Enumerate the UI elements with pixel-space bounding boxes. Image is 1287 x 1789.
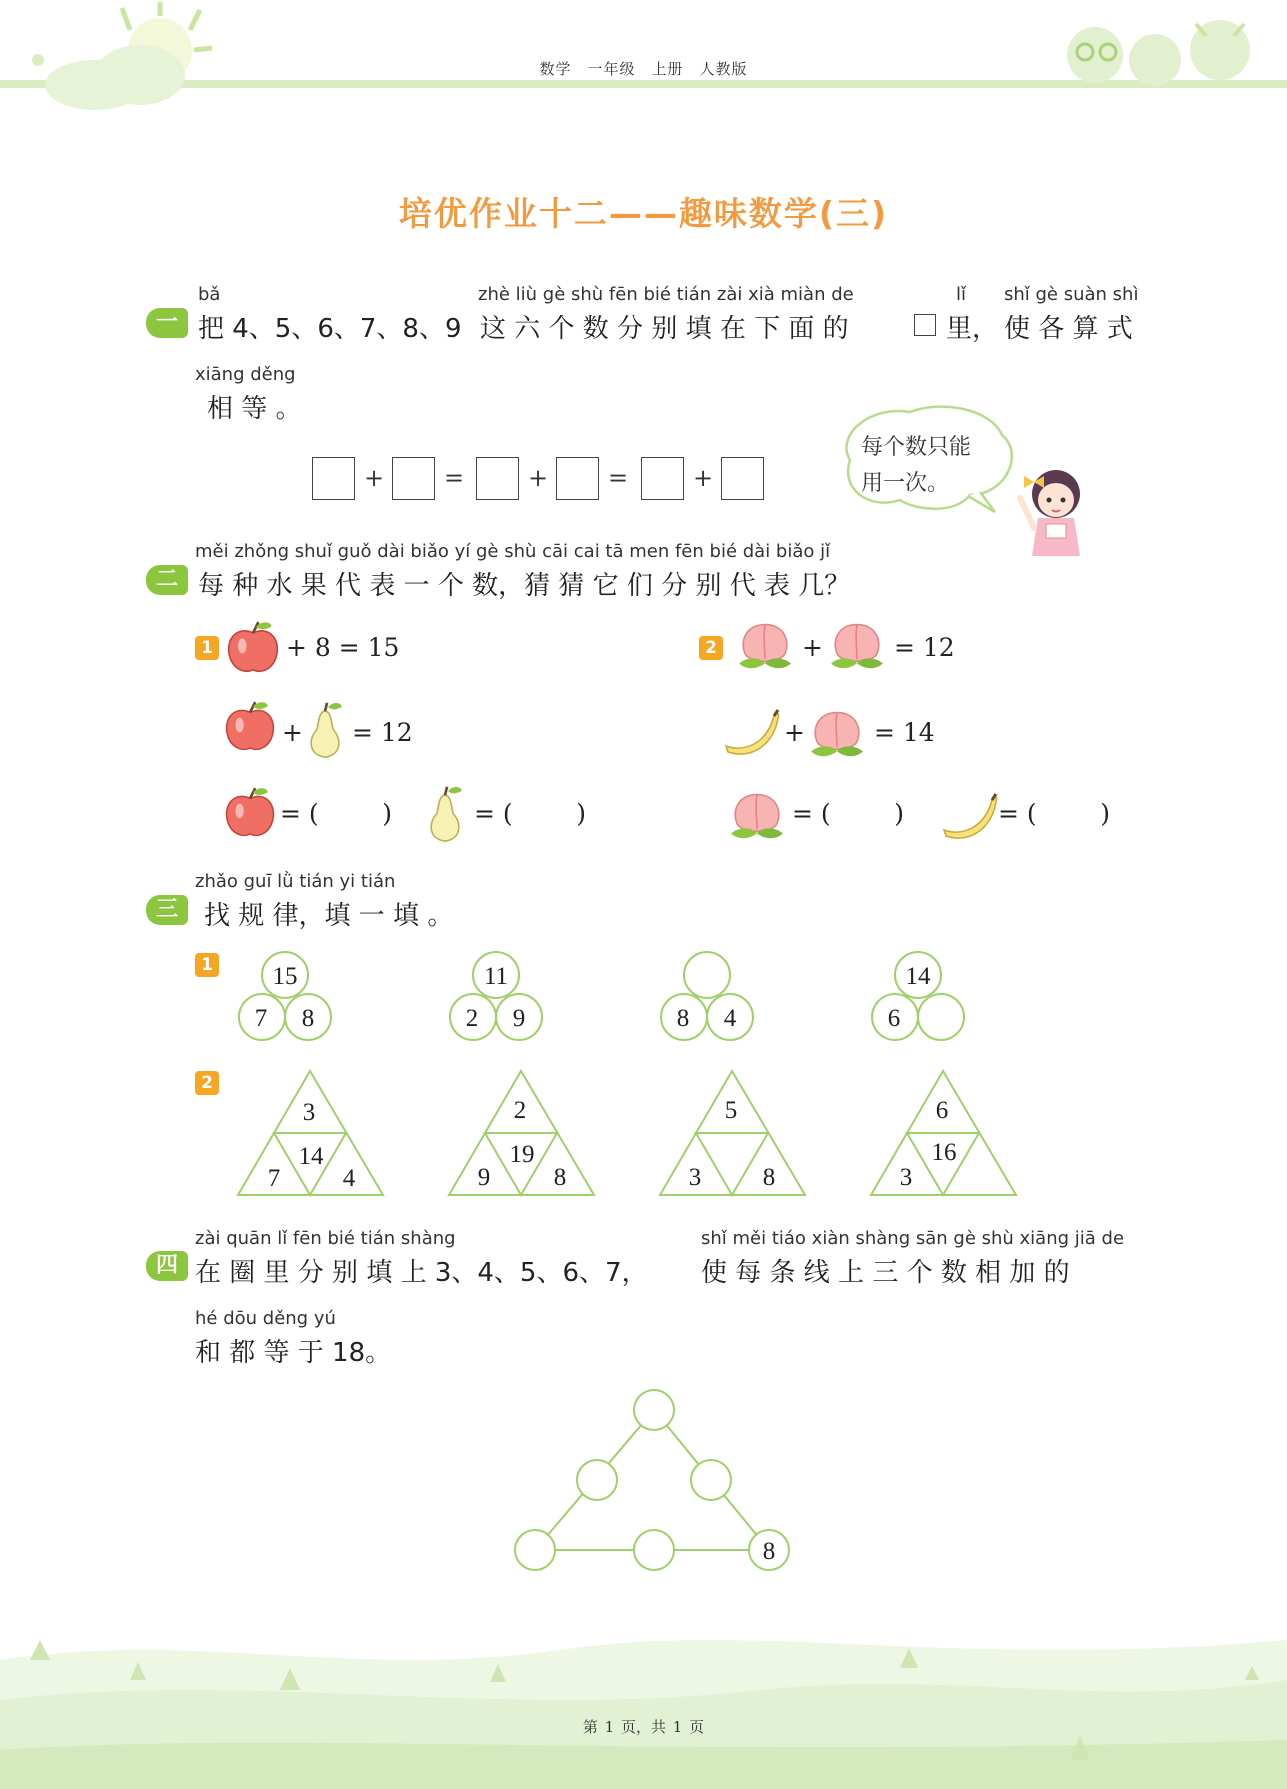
triangle-top-number: 2 xyxy=(513,1097,527,1124)
puzzle-circle-bottom-left[interactable] xyxy=(515,1530,555,1570)
puzzle-circle-top[interactable] xyxy=(634,1390,674,1430)
equation-3-rest: = 12 xyxy=(894,633,955,662)
triangle-center-number: 16 xyxy=(931,1139,957,1166)
triangle-right-number: 8 xyxy=(553,1164,567,1191)
peach-icon xyxy=(726,786,788,842)
circle-left-number: 7 xyxy=(254,1005,268,1032)
q1-text-5: 相 等 。 xyxy=(207,394,302,424)
q1-pinyin-2: zhè liù gè shù fēn bié tián zài xià miàn de xyxy=(478,284,854,305)
equation-2-plus: + xyxy=(282,718,303,747)
puzzle-given-number: 8 xyxy=(762,1538,776,1565)
apple-icon xyxy=(226,620,280,674)
pear-icon xyxy=(422,784,468,844)
triangle-left-number: 3 xyxy=(688,1164,702,1191)
triangle-right-number: 8 xyxy=(762,1164,776,1191)
triangle-left-number: 3 xyxy=(899,1164,913,1191)
equation-2-rest: = 12 xyxy=(352,718,413,747)
q3-pinyin: zhǎo guī lǜ tián yi tián xyxy=(195,871,396,892)
q4-pinyin-1: zài quān lǐ fēn bié tián shàng xyxy=(195,1228,456,1249)
triangle-center-number: 19 xyxy=(509,1141,535,1168)
q4-pinyin-3: hé dōu děng yú xyxy=(195,1308,336,1329)
plus-sign: + xyxy=(364,464,385,492)
equation-3-plus: + xyxy=(802,633,823,662)
section-label-4: 四 xyxy=(146,1251,188,1281)
circle-left-number: 2 xyxy=(465,1005,479,1032)
circle-top-number: 15 xyxy=(272,963,298,990)
q1-text-2: 这 六 个 数 分 别 填 在 下 面 的 xyxy=(480,314,849,344)
q1-pinyin-3: lǐ xyxy=(956,284,967,305)
q1-pinyin-1: bǎ xyxy=(198,284,221,305)
circle-top-number: 11 xyxy=(483,963,509,990)
triangle-right-number: 4 xyxy=(342,1165,356,1192)
circle-top-number: 14 xyxy=(905,963,931,990)
cloud-sun-icon xyxy=(32,2,212,110)
apple-icon xyxy=(224,786,276,838)
circle-right-number: 8 xyxy=(301,1005,315,1032)
equals-sign: = xyxy=(444,464,465,492)
puzzle-circle-bottom-mid[interactable] xyxy=(634,1530,674,1570)
circle-left-number: 8 xyxy=(676,1005,690,1032)
apple-icon xyxy=(224,700,276,752)
inline-blank-box xyxy=(914,314,936,336)
triangle-circle-puzzle xyxy=(500,1380,800,1580)
q1-pinyin-5: xiāng děng xyxy=(195,364,296,385)
puzzle-circle-left-mid[interactable] xyxy=(577,1460,617,1500)
answer-box[interactable] xyxy=(312,457,355,500)
page-title: 培优作业十二——趣味数学(三) xyxy=(398,194,889,233)
q1-text-1: 把 4、5、6、7、8、9 xyxy=(198,314,462,344)
answer-box[interactable] xyxy=(721,457,764,500)
triangle-center-number: 14 xyxy=(298,1143,324,1170)
triangle-top-number: 5 xyxy=(724,1097,738,1124)
equals-sign: = xyxy=(608,464,629,492)
answer-blank-apple[interactable]: = ( ) xyxy=(280,799,392,828)
q1-text-4: 使 各 算 式 xyxy=(1004,314,1133,344)
header-text: 数学 一年级 上册 人教版 xyxy=(539,60,748,78)
peach-icon xyxy=(826,616,888,672)
circle-left-number: 6 xyxy=(887,1005,901,1032)
q3-text: 找 规 律，填 一 填 。 xyxy=(204,901,454,931)
plus-sign: + xyxy=(693,464,714,492)
triangle-top-number: 3 xyxy=(302,1099,316,1126)
triangle-top-number: 6 xyxy=(935,1097,949,1124)
q2-pinyin: měi zhǒng shuǐ guǒ dài biǎo yí gè shù cāi cai tā men fēn bié dài biǎo jǐ xyxy=(195,541,831,562)
answer-box[interactable] xyxy=(392,457,435,500)
triangle-left-number: 7 xyxy=(267,1165,281,1192)
q1-text-3: 里， xyxy=(946,314,999,344)
circle-pattern-row xyxy=(0,940,1287,1050)
section-label-2: 二 xyxy=(146,565,188,595)
banana-icon xyxy=(722,706,782,758)
sub-problem-badge-2: 2 xyxy=(195,1071,219,1095)
answer-box[interactable] xyxy=(476,457,519,500)
section-label-1: 一 xyxy=(146,308,188,338)
plus-sign: + xyxy=(528,464,549,492)
sub-problem-badge-2: 2 xyxy=(699,636,723,660)
section-label-3: 三 xyxy=(146,895,188,925)
circle-right-number: 9 xyxy=(512,1005,526,1032)
triangle-pattern-row xyxy=(0,1065,1287,1205)
circle-right-number: 4 xyxy=(723,1005,737,1032)
peach-icon xyxy=(734,616,796,672)
bubble-line-1: 每个数只能 xyxy=(861,435,972,460)
q4-text-3: 和 都 等 于 18。 xyxy=(195,1338,392,1368)
answer-box[interactable] xyxy=(556,457,599,500)
banana-icon xyxy=(940,790,1000,842)
q1-pinyin-4: shǐ gè suàn shì xyxy=(1004,284,1139,305)
q4-text-1: 在 圈 里 分 别 填 上 3、4、5、6、7， xyxy=(195,1258,648,1288)
q2-text: 每 种 水 果 代 表 一 个 数，猜 猜 它 们 分 别 代 表 几？ xyxy=(198,571,851,601)
peach-icon xyxy=(806,704,868,760)
girl-mascot-icon xyxy=(1010,458,1098,558)
bubble-line-2: 用一次。 xyxy=(861,471,950,496)
equation-4-plus: + xyxy=(784,718,805,747)
sub-problem-badge-1: 1 xyxy=(195,636,219,660)
footer-landscape xyxy=(0,1620,1287,1789)
page-number: 第 1 页，共 1 页 xyxy=(582,1718,705,1736)
equation-4-rest: = 14 xyxy=(874,718,935,747)
answer-blank-pear[interactable]: = ( ) xyxy=(474,799,586,828)
equation-1: + 8 = 15 xyxy=(286,633,400,662)
q4-text-2: 使 每 条 线 上 三 个 数 相 加 的 xyxy=(701,1258,1070,1288)
pear-icon xyxy=(302,700,348,760)
triangle-left-number: 9 xyxy=(477,1164,491,1191)
answer-blank-banana[interactable]: = ( ) xyxy=(998,799,1110,828)
answer-box[interactable] xyxy=(641,457,684,500)
q4-pinyin-2: shǐ měi tiáo xiàn shàng sān gè shù xiāng jiā de xyxy=(701,1228,1125,1249)
puzzle-circle-right-mid[interactable] xyxy=(691,1460,731,1500)
sub-problem-badge-1: 1 xyxy=(195,953,219,977)
answer-blank-peach[interactable]: = ( ) xyxy=(792,799,904,828)
